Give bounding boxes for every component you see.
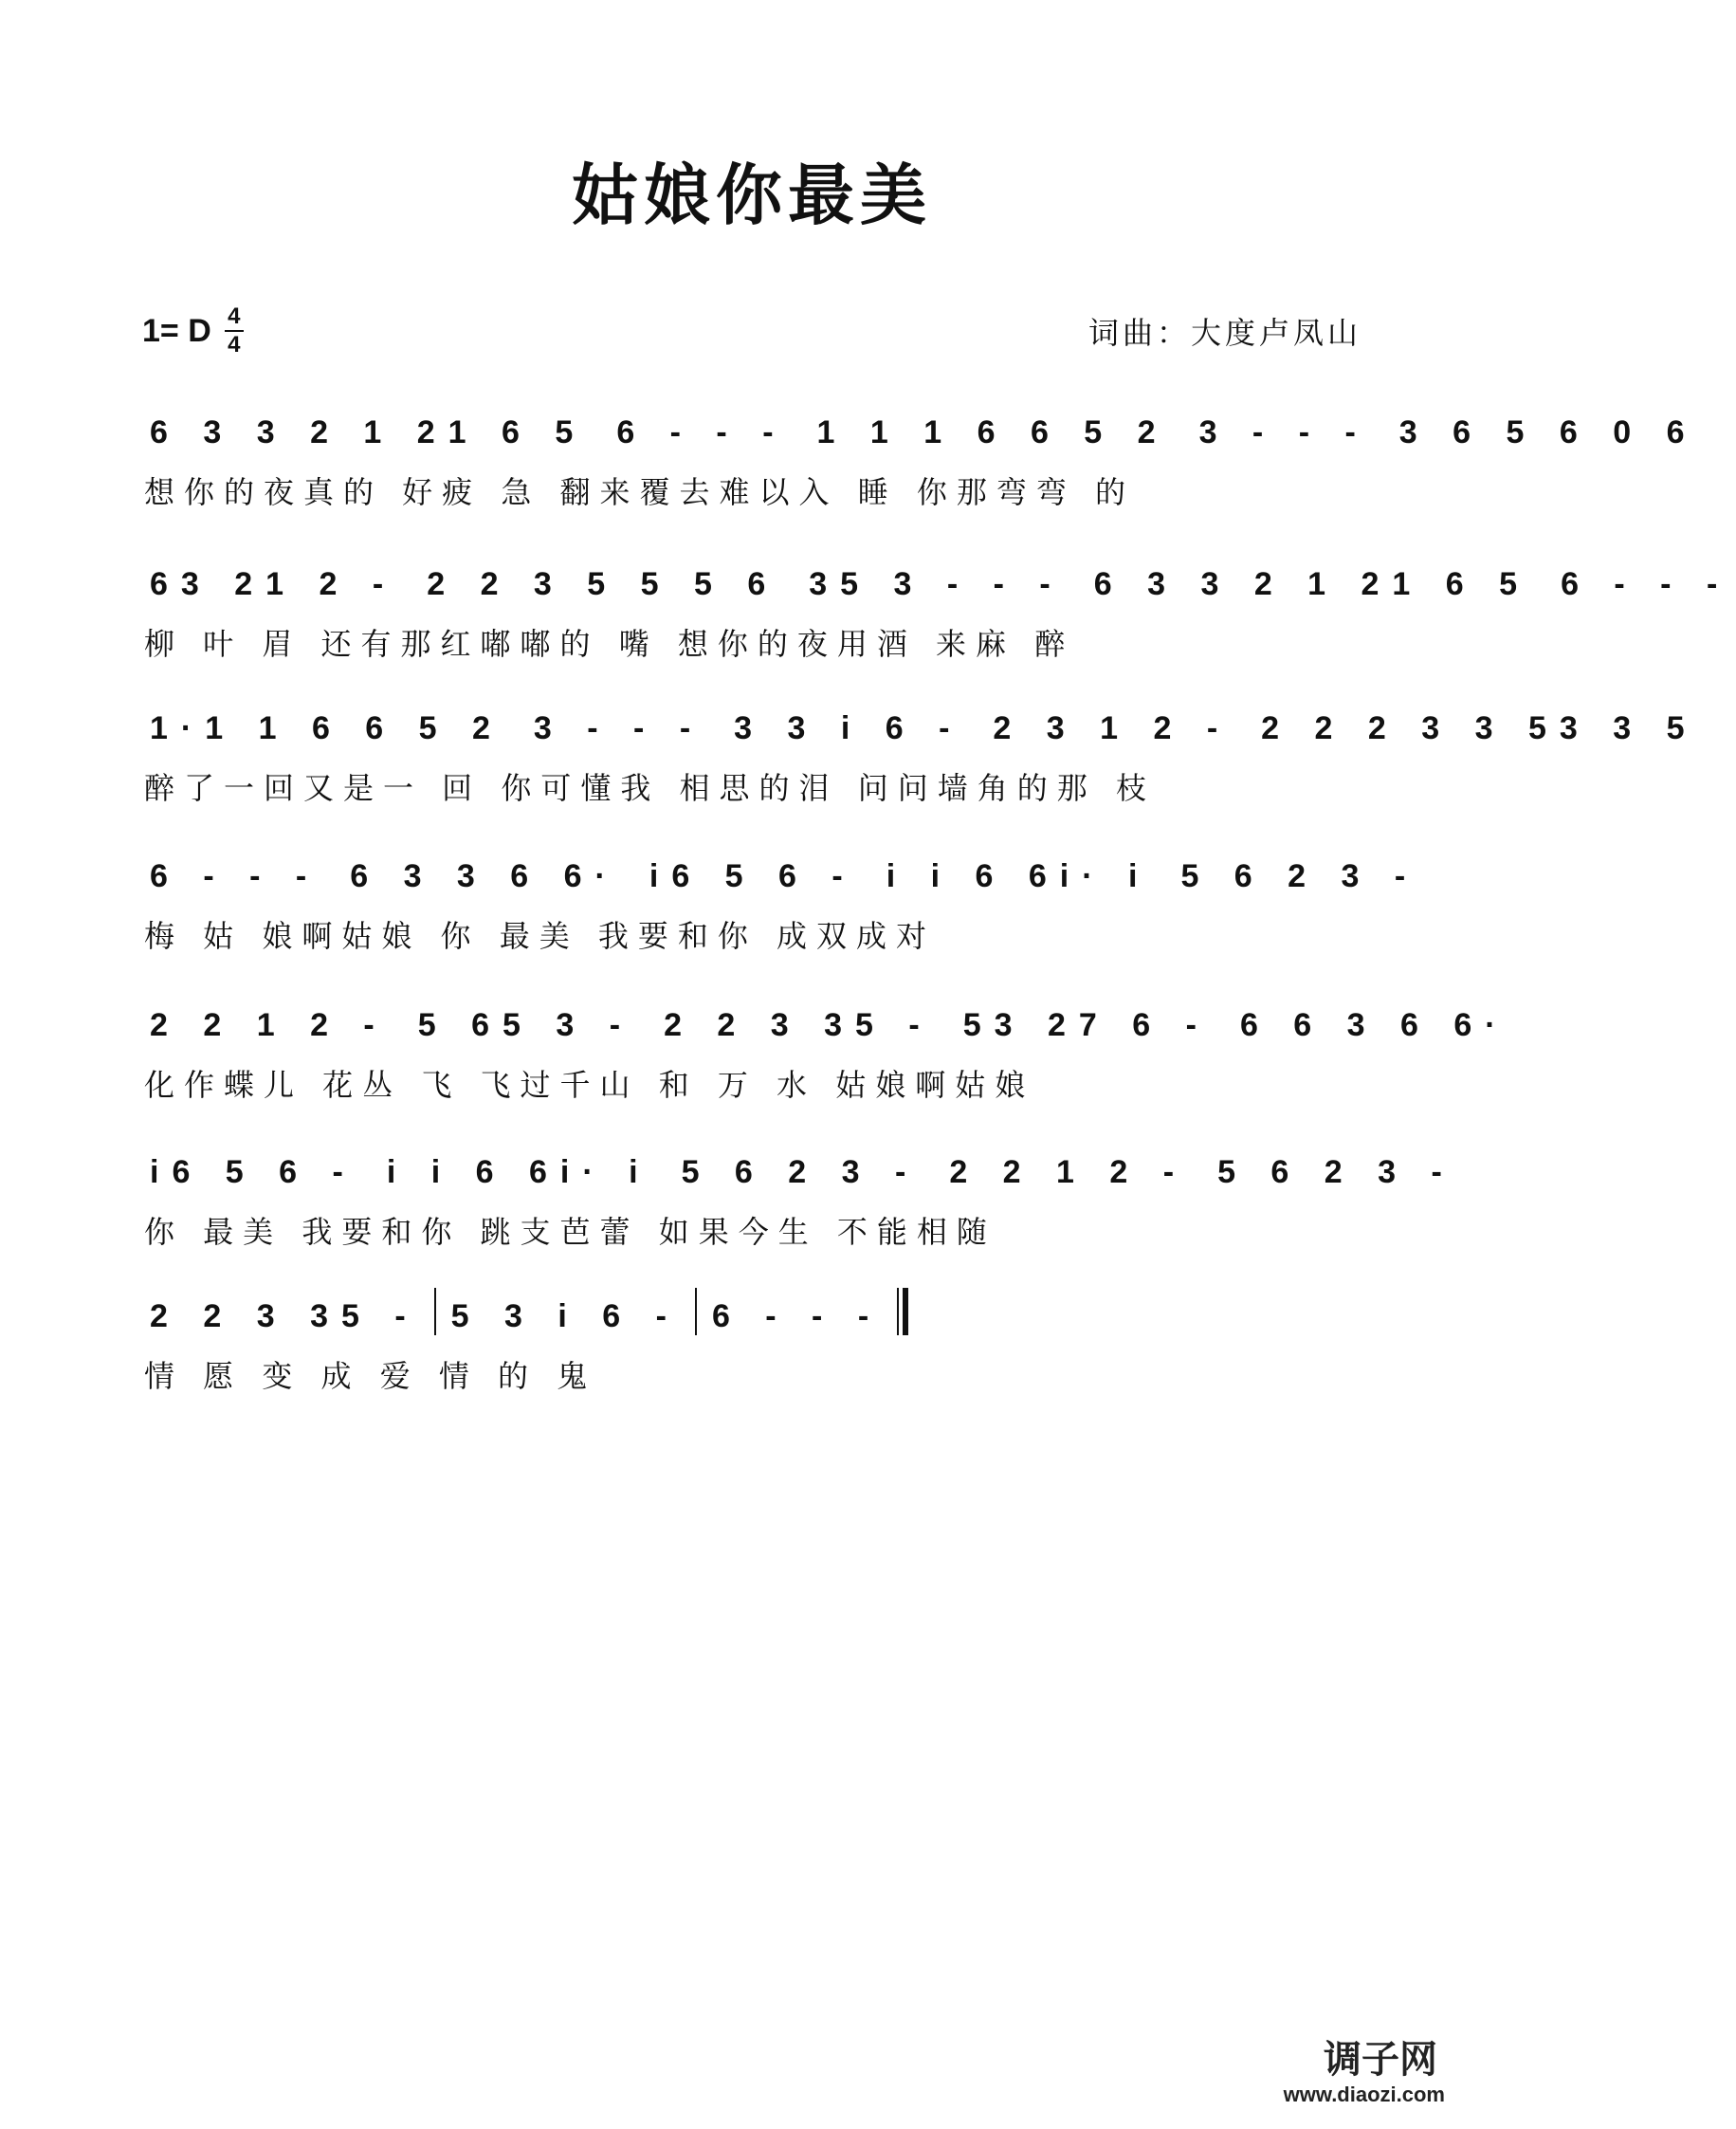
- music-system: [144, 398, 1698, 512]
- music-system: [144, 550, 1731, 664]
- measure: 6 6 3 6 6·: [1239, 1007, 1509, 1043]
- barline: [434, 1288, 436, 1335]
- measure: 6 3 3 6 6·: [350, 858, 619, 894]
- measure: 3 - - -: [533, 710, 704, 746]
- music-system: [144, 1282, 1360, 1396]
- lyrics-row: 梅 姑 娘啊姑娘 你 最美 我要和你 成双成对: [144, 918, 937, 954]
- time-numerator: 4: [228, 303, 241, 329]
- measure: 5 6 2 3 -: [681, 1154, 920, 1190]
- barline: [695, 1288, 697, 1335]
- measure: 2 2 3 35 -: [664, 1007, 933, 1043]
- measure: 2 2 1 2 -: [150, 1007, 388, 1043]
- measure: 5 6 2 3 -: [1217, 1154, 1455, 1190]
- music-system: [144, 842, 1419, 956]
- measure: i6 5 6 -: [649, 858, 856, 894]
- measure: 5 65 3 -: [417, 1007, 634, 1043]
- measure: 5 6 2 3 -: [1180, 858, 1419, 894]
- measure: 53 27 6 -: [962, 1007, 1210, 1043]
- measure: i i 6 6i· i: [886, 858, 1151, 894]
- measure: 3 - - -: [1198, 414, 1369, 450]
- music-system: [144, 1138, 1455, 1252]
- notation-row: [144, 991, 1509, 1044]
- notation-row: [144, 1138, 1455, 1191]
- measure: 3 3 i 6 -: [734, 710, 963, 746]
- measure: 6 - - -: [711, 1298, 883, 1334]
- measure: 2 3 1 2 -: [993, 710, 1232, 746]
- lyrics-row: 想你的夜真的 好疲 急 翻来覆去难以入 睡 你那弯弯 的: [144, 474, 1136, 510]
- lyrics-row: 你 最美 我要和你 跳支芭蕾 如果今生 不能相随: [144, 1214, 996, 1250]
- lyrics-row: 柳 叶 眉 还有那红嘟嘟的 嘴 想你的夜用酒 来麻 醉: [144, 626, 1075, 662]
- watermark-url: www.diaozi.com: [1283, 2083, 1445, 2106]
- song-title: 姑娘你最美: [572, 156, 932, 234]
- measure: i6 5 6 -: [150, 1154, 356, 1190]
- measure: 6 - - -: [150, 858, 320, 894]
- measure: 6 - - -: [616, 414, 787, 450]
- lyrics-row: 醉了一回又是一 回 你可懂我 相思的泪 问问墙角的那 枝: [144, 770, 1156, 806]
- measure: 6 3 3 2 1 21 6 5: [150, 414, 587, 450]
- measure: i i 6 6i· i: [386, 1154, 651, 1190]
- music-system: [144, 991, 1509, 1105]
- notation-row: [144, 842, 1419, 895]
- key-label: 1= D: [142, 312, 211, 349]
- key-signature: [142, 305, 244, 357]
- lyrics-row: 化作蝶儿 花丛 飞 飞过千山 和 万 水 姑娘啊姑娘: [144, 1067, 1035, 1103]
- time-denominator: 4: [228, 332, 241, 358]
- notation-row: [144, 1282, 1360, 1335]
- notation-row: [144, 694, 1698, 747]
- measure: 63 21 2 -: [150, 566, 397, 602]
- notation-row: [144, 550, 1731, 603]
- measure: 3 6 5 6 0 6: [1398, 414, 1698, 450]
- final-barline: [897, 1288, 906, 1335]
- measure: 6 - - -: [1561, 566, 1731, 602]
- lyrics-row: 情 愿 变 成 爱 情 的 鬼: [144, 1358, 597, 1394]
- watermark-logo: 调子网: [1324, 2038, 1437, 2082]
- measure: 1·1 1 6 6 5 2: [150, 710, 503, 746]
- measure: 2 2 3 5 5 5 6: [427, 566, 779, 602]
- measure: 1 1 1 6 6 5 2: [816, 414, 1169, 450]
- measure: 2 2 3 35 -: [150, 1298, 419, 1334]
- composer-credit: 词曲：大度卢凤山: [1087, 315, 1361, 351]
- music-system: [144, 694, 1698, 808]
- measure: 35 3 - - -: [809, 566, 1064, 602]
- measure: 2 2 1 2 -: [949, 1154, 1188, 1190]
- measure: 2 2 2 3 3 53 3 5: [1261, 710, 1698, 746]
- notation-row: [144, 398, 1698, 451]
- measure: 6 3 3 2 1 21 6 5: [1093, 566, 1531, 602]
- measure: 5 3 i 6 -: [450, 1298, 680, 1334]
- time-signature: [225, 305, 244, 357]
